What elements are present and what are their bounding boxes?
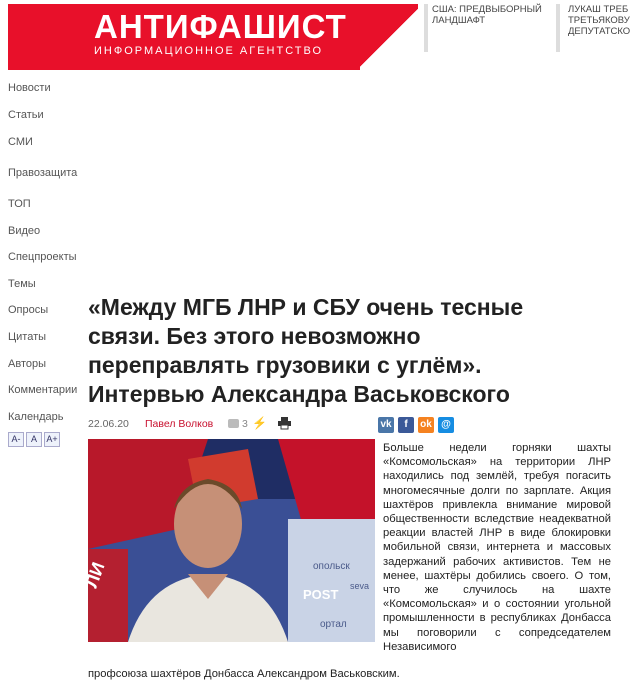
- photo-text-c: опольск: [313, 561, 350, 572]
- photo-text-e: seva: [350, 581, 370, 591]
- sidebar-item-topics[interactable]: Темы: [8, 278, 36, 290]
- news-line[interactable]: ТРЕТЬЯКОВУ: [568, 15, 630, 26]
- logo-title[interactable]: АНТИФАШИСТ: [94, 8, 347, 45]
- print-icon[interactable]: [278, 417, 291, 429]
- top-news-item[interactable]: [568, 4, 630, 37]
- news-divider: [424, 4, 428, 52]
- site-header: [0, 0, 630, 70]
- sidebar-item-quotes[interactable]: Цитаты: [8, 331, 47, 343]
- logo-subtitle: ИНФОРМАЦИОННОЕ АГЕНТСТВО: [94, 45, 324, 57]
- comment-bubble-icon[interactable]: [228, 419, 239, 428]
- sidebar-item-video[interactable]: Видео: [8, 225, 41, 237]
- lightning-icon: ⚡: [252, 416, 267, 430]
- font-increase-button[interactable]: A+: [44, 432, 60, 447]
- news-line[interactable]: ДЕПУТАТСКО: [568, 26, 630, 37]
- news-line[interactable]: ЛАНДШАФТ: [432, 15, 486, 26]
- news-line[interactable]: США: ПРЕДВЫБОРНЫЙ: [432, 4, 542, 15]
- headline-line: Интервью Александра Васьковского: [88, 381, 510, 407]
- news-divider: [556, 4, 560, 52]
- sidebar-item-authors[interactable]: Авторы: [8, 358, 46, 370]
- sidebar-item-comments[interactable]: Комментарии: [8, 384, 78, 396]
- font-decrease-button[interactable]: A-: [8, 432, 24, 447]
- headline-line: «Между МГБ ЛНР и СБУ очень тесные: [88, 294, 524, 320]
- photo-text-d: ортал: [320, 619, 347, 630]
- article-date: 22.06.20: [88, 418, 129, 430]
- sidebar-item-human-rights[interactable]: Правозащита: [8, 167, 78, 179]
- headline-line: переправлять грузовики с углём».: [88, 352, 482, 378]
- article-body-last-line: профсоюза шахтёров Донбасса Александром Васьковским.: [88, 668, 400, 680]
- photo-text-b: POST: [303, 587, 339, 602]
- photo-text-a: ЛИ: [80, 559, 109, 591]
- article-author[interactable]: Павел Волков: [145, 418, 214, 430]
- article-body: Больше недели горняки шахты «Комсомольская» на территории ЛНР находились под землёй, требуя погасить многомесячные долги по зарплате. Акция шахтёров привлекла внимание мировой общественности вследствие неадекватной реакции властей ЛНР в виде блокировки мобильной связи, интернета и массовых задержаний рабочих активистов. Тем не менее, шахтёры добились своего. О том, что же случилось на шахте «Комсомольская» и о состоянии угольной промышленности в республиках Донбасса мы поговорили с сопредседателем Независимого: [383, 442, 611, 653]
- facebook-icon[interactable]: f: [398, 417, 414, 433]
- article-photo: [80, 439, 375, 642]
- odnoklassniki-icon[interactable]: ok: [418, 417, 434, 433]
- news-line[interactable]: ЛУКАШ ТРЕБ: [568, 4, 629, 15]
- sidebar-item-top[interactable]: ТОП: [8, 198, 31, 210]
- font-reset-button[interactable]: A: [26, 432, 42, 447]
- vk-icon[interactable]: vk: [378, 417, 394, 433]
- headline-line: связи. Без этого невозможно: [88, 323, 421, 349]
- sidebar-item-special[interactable]: Спецпроекты: [8, 251, 77, 263]
- sidebar-item-polls[interactable]: Опросы: [8, 304, 49, 316]
- photo-illustration: [80, 439, 375, 642]
- sidebar-item-media[interactable]: СМИ: [8, 136, 33, 148]
- moimir-icon[interactable]: @: [438, 417, 454, 433]
- top-news-item[interactable]: [432, 4, 550, 26]
- comment-count[interactable]: 3: [242, 418, 248, 430]
- article-headline: [88, 293, 613, 409]
- logo-corner: [360, 4, 420, 70]
- sidebar-item-articles[interactable]: Статьи: [8, 109, 44, 121]
- sidebar-item-calendar[interactable]: Календарь: [8, 411, 64, 423]
- sidebar-item-news[interactable]: Новости: [8, 82, 51, 94]
